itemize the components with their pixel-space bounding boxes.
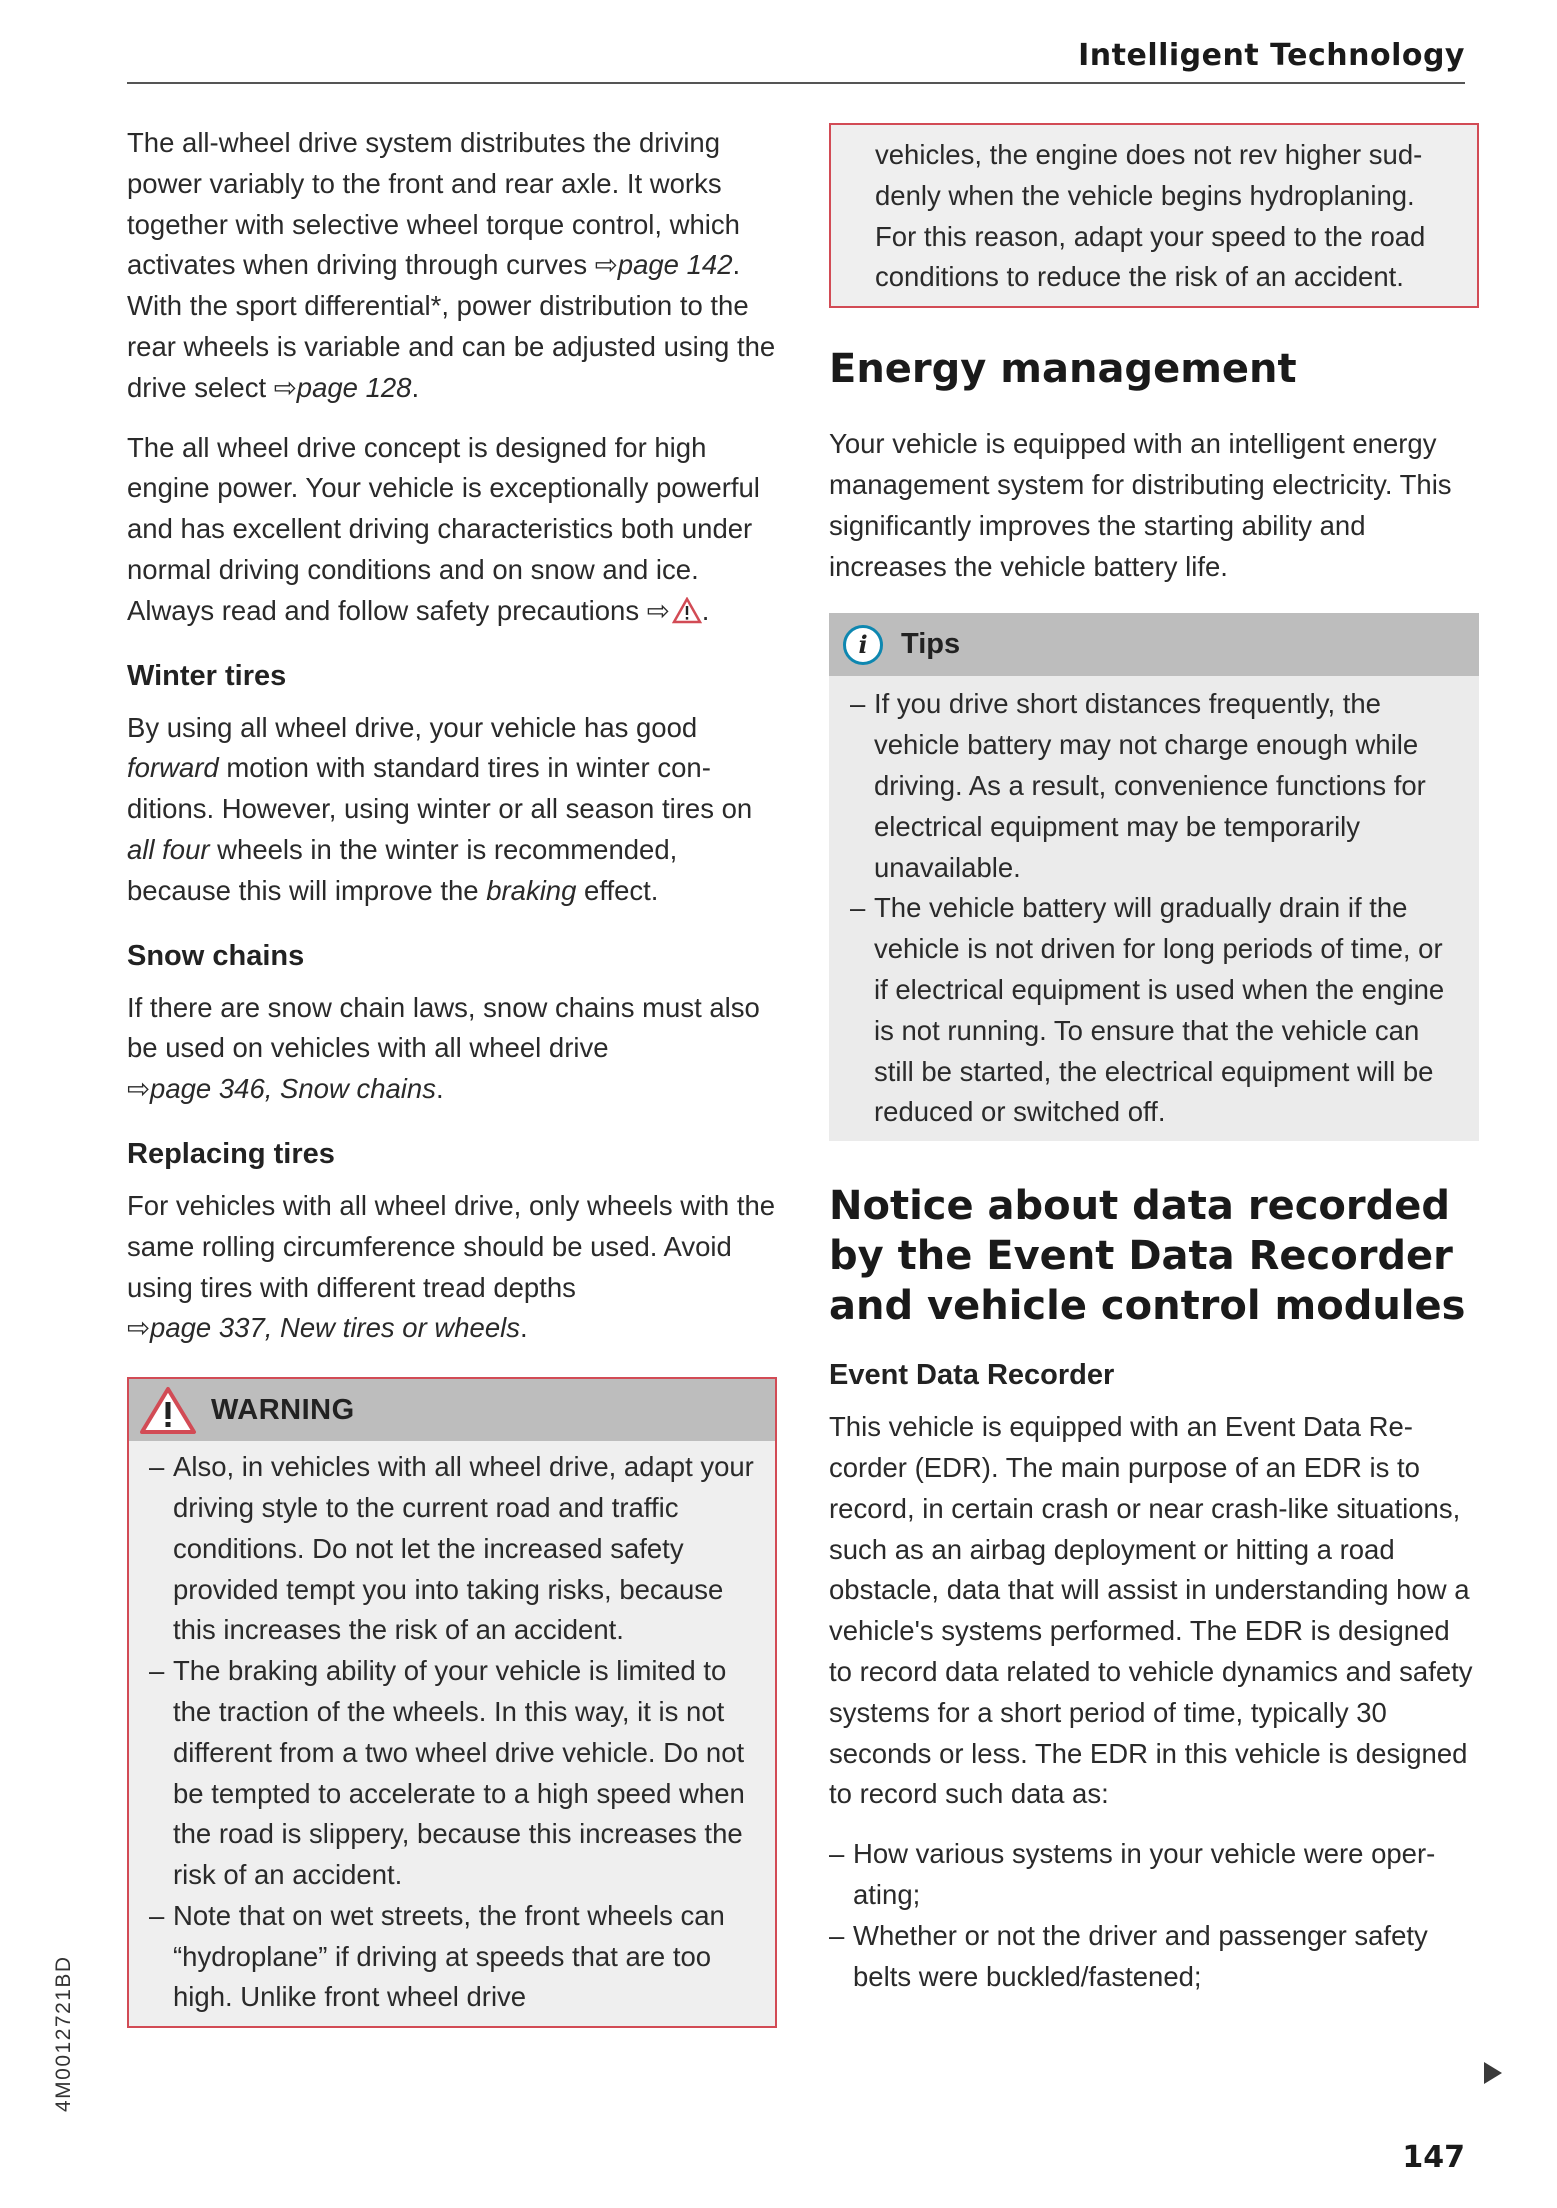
winter-tires-heading: Winter tires xyxy=(127,659,287,692)
list-item: – How various systems in your vehicle were operating; xyxy=(853,1834,1479,1916)
header-rule xyxy=(127,82,1465,84)
awd-paragraph: The all-wheel drive system distributes the driving power variably to the front and rear axle. It works together with selective wheel torque control, which activates when driving through curves ⇨page 142. With the sport differential*, power distribution to the rear wheels is variable and can be adjusted using the drive select ⇨page 128. xyxy=(127,127,776,403)
list-item: – Also, in vehicles with all wheel drive, adapt your driving style to the current road and traffic conditions. Do not let the increased safety provided tempt you into taking risks, because this increases the risk of an accident. xyxy=(173,1447,757,1651)
warning-box xyxy=(127,1377,777,2028)
arrow-right-icon: ⇨ xyxy=(646,594,670,626)
replacing-tires-paragraph: For vehicles with all wheel drive, only wheels with the same rolling circumference should be used. Avoid using tires with different tread depths ⇨page 337, New tires or wheels. xyxy=(127,1189,776,1344)
edr-notice-title: Notice about data recorded by the Event Data Recorder and vehicle control modules xyxy=(829,1183,1466,1330)
energy-management-title: Energy management xyxy=(829,346,1297,393)
page-number: 147 xyxy=(1402,2140,1465,2175)
list-item: – If you drive short distances frequently, the vehicle battery may not charge enough while driving. As a result, convenience functions for electrical equipment may be temporarily unavailable. xyxy=(874,684,1459,888)
edr-subheading: Event Data Recorder xyxy=(829,1359,1115,1392)
list-item: – The vehicle battery will gradually drain if the vehicle is not driven for long periods of time, or if electrical equipment is used when the engine is not running. To ensure that the vehicle can still be started, the electrical equipment will be reduced or switched off. xyxy=(874,888,1459,1133)
energy-management-paragraph: Your vehicle is equipped with an intelligent energy management system for distributing electricity. This significantly improves the starting ability and increases the vehicle battery life. xyxy=(829,428,1452,582)
left-column xyxy=(127,123,777,2028)
snow-chains-paragraph: If there are snow chain laws, snow chains must also be used on vehicles with all wheel drive ⇨page 346, Snow chains. xyxy=(127,991,760,1105)
page-ref-link[interactable]: ⇨page 128 xyxy=(273,371,412,403)
page-ref-link[interactable]: ⇨page 337, New tires or wheels xyxy=(127,1312,520,1344)
warning-title: WARNING xyxy=(211,1393,355,1426)
edr-paragraph: This vehicle is equipped with an Event Data Recorder (EDR). The main purpose of an EDR is to record, in certain crash or near crash-like situations, such as an airbag deployment or hitting a road obstacle, data that will assist in understanding how a vehicle's systems performed. The EDR is designed to record data related to vehicle dynamics and safety systems for a short period of time, typically 30 seconds or less. The EDR in this vehicle is designed to record such data as: xyxy=(829,1411,1473,1810)
arrow-right-icon: ⇨ xyxy=(594,249,618,281)
running-header: Intelligent Technology xyxy=(1078,38,1465,73)
list-item: – The braking ability of your vehicle is limited to the traction of the wheels. In this way, it is not different from a two wheel drive vehicle. Do not be tempted to accelerate to a high speed when the road is slippery, because this increases the risk of an accident. xyxy=(173,1651,757,1896)
tips-header xyxy=(829,613,1479,676)
page-ref-link[interactable]: ⇨page 142 xyxy=(594,249,733,281)
awd-text-a: The all-wheel drive system distributes the driving power variably to the front and rear axle. It works together with selective wheel torque control, which activates when driving through curves xyxy=(127,127,740,281)
warning-list xyxy=(129,1441,775,2026)
arrow-right-icon: ⇨ xyxy=(127,1073,151,1105)
document-code: 4M0012721BD xyxy=(52,1955,75,2112)
snow-chains-heading: Snow chains xyxy=(127,939,305,972)
continue-arrow-icon[interactable] xyxy=(1484,2062,1502,2084)
right-column xyxy=(829,123,1479,1997)
warning-triangle-icon xyxy=(139,1385,197,1435)
winter-tires-paragraph: By using all wheel drive, your vehicle has good forward motion with standard tires in winter conditions. However, using winter or all season tires on all four wheels in the winter is recommended, because this will improve the braking effect. xyxy=(127,711,753,906)
tips-list xyxy=(829,676,1479,1133)
edr-list xyxy=(829,1834,1479,1997)
awd-text-b: . With the sport differential*, power distribution to the rear wheels is variable and can be adjusted using the drive select xyxy=(127,249,776,403)
info-icon: i xyxy=(843,625,883,665)
warning-continuation-text: vehicles, the engine does not rev higher suddenly when the vehicle begins hydroplaning. For this reason, adapt your speed to the road conditions to reduce the risk of an accident. xyxy=(875,139,1426,293)
awd-concept-paragraph: The all wheel drive concept is designed for high engine power. Your vehicle is exceptionally powerful and has excellent driving characteristics both under normal driving conditions and on snow and ice. Always read and follow safety precautions ⇨ . xyxy=(127,431,760,626)
warning-continuation-box xyxy=(829,123,1479,308)
tips-title: Tips xyxy=(901,628,961,661)
arrow-right-icon: ⇨ xyxy=(127,1312,151,1344)
list-item: – Note that on wet streets, the front wheels can “hydroplane” if driving at speeds that are too high. Unlike front wheel drive xyxy=(173,1896,757,2018)
warning-header xyxy=(129,1379,775,1441)
tips-box xyxy=(829,613,1479,1141)
warning-triangle-icon[interactable] xyxy=(672,597,702,624)
replacing-tires-heading: Replacing tires xyxy=(127,1137,335,1170)
page-ref-link[interactable]: ⇨page 346, Snow chains xyxy=(127,1073,436,1105)
arrow-right-icon: ⇨ xyxy=(273,371,297,403)
list-item: – Whether or not the driver and passenger safety belts were buckled/fastened; xyxy=(853,1916,1479,1998)
